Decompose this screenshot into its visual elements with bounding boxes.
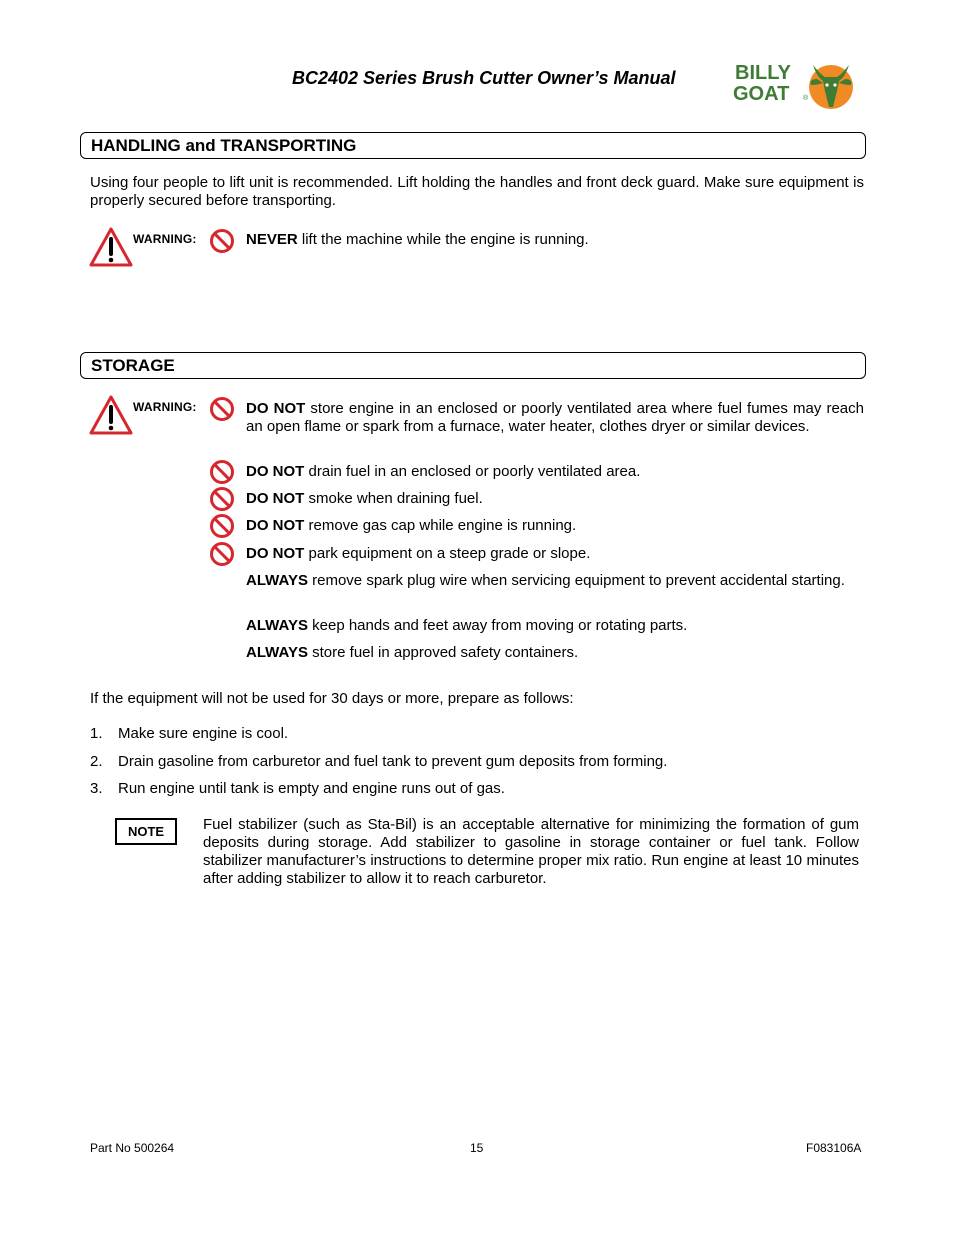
list-item: Drain gasoline from carburetor and fuel tank to prevent gum deposits from forming. bbox=[118, 753, 668, 770]
warning-lead: NEVER bbox=[246, 231, 298, 248]
list-item-number: 3. bbox=[90, 780, 103, 797]
always-lead: ALWAYS bbox=[246, 644, 308, 661]
prohibition-icon bbox=[209, 228, 235, 254]
prohibition-icon bbox=[209, 486, 235, 512]
storage-warning-item bbox=[246, 400, 864, 436]
warning-text: store engine in an enclosed or poorly ventilated area where fuel fumes may reach an open flame or spark from a furnace, water heater, clothes dryer or similar devices. bbox=[246, 400, 864, 435]
always-lead: ALWAYS bbox=[246, 617, 308, 634]
storage-always-item bbox=[246, 572, 864, 590]
storage-warning-item bbox=[246, 517, 864, 535]
storage-warning-item bbox=[246, 490, 864, 508]
section-heading-text: HANDLING and TRANSPORTING bbox=[91, 136, 357, 155]
prohibition-icon bbox=[209, 513, 235, 539]
warning-text: drain fuel in an enclosed or poorly ventilated area. bbox=[304, 463, 641, 480]
prohibition-icon bbox=[209, 459, 235, 485]
section-heading-text: STORAGE bbox=[91, 356, 175, 375]
warning-lead: DO NOT bbox=[246, 463, 305, 480]
list-item: Make sure engine is cool. bbox=[118, 725, 289, 742]
footer-part-number: Part No 500264 bbox=[90, 1141, 175, 1155]
warning-label: WARNING: bbox=[133, 232, 197, 246]
warning-label: WARNING: bbox=[133, 400, 197, 414]
warning-lead: DO NOT bbox=[246, 400, 306, 417]
billy-goat-logo bbox=[733, 57, 857, 113]
list-item-number: 1. bbox=[90, 725, 103, 742]
warning-text: smoke when draining fuel. bbox=[304, 490, 483, 507]
handling-warning-item bbox=[246, 231, 864, 249]
prohibition-icon bbox=[209, 396, 235, 422]
section-heading-storage bbox=[80, 352, 866, 379]
prohibition-icon bbox=[209, 541, 235, 567]
note-text: Fuel stabilizer (such as Sta-Bil) is an acceptable alternative for minimizing the formation of gum deposits during storage. Add stabilizer to gasoline in storage container or fuel tank. Follow stabilizer manufacturer’s instructions to determine proper mix ratio. Run engine at least 10 minutes after adding stabilizer to allow it to reach carburetor. bbox=[203, 816, 859, 887]
footer-form-number: F083106A bbox=[806, 1141, 862, 1155]
goat-head-icon bbox=[733, 57, 857, 113]
storage-warning-item bbox=[246, 463, 864, 481]
note-label: NOTE bbox=[115, 818, 177, 845]
logo-registered-mark: ® bbox=[803, 95, 809, 102]
list-item-number: 2. bbox=[90, 753, 103, 770]
handling-intro: Using four people to lift unit is recommended. Lift holding the handles and front deck guard. Make sure equipment is properly secured before transporting. bbox=[90, 174, 864, 209]
always-text: remove spark plug wire when servicing equipment to prevent accidental starting. bbox=[307, 572, 845, 589]
always-text: keep hands and feet away from moving or rotating parts. bbox=[307, 617, 688, 634]
warning-text: remove gas cap while engine is running. bbox=[304, 517, 577, 534]
storage-always-item bbox=[246, 644, 864, 662]
storage-warning-item bbox=[246, 545, 864, 563]
list-item: Run engine until tank is empty and engine runs out of gas. bbox=[118, 780, 505, 797]
warning-text: park equipment on a steep grade or slope. bbox=[304, 545, 591, 562]
warning-lead: DO NOT bbox=[246, 545, 305, 562]
warning-triangle-icon bbox=[88, 226, 134, 268]
always-lead: ALWAYS bbox=[246, 572, 308, 589]
warning-lead: DO NOT bbox=[246, 490, 305, 507]
section-heading-handling bbox=[80, 132, 866, 159]
storage-always-item bbox=[246, 617, 864, 635]
manual-title: BC2402 Series Brush Cutter Owner’s Manual bbox=[292, 68, 676, 88]
footer-page-number: 15 bbox=[470, 1141, 484, 1155]
warning-triangle-icon bbox=[88, 394, 134, 436]
logo-text-line2: GOAT bbox=[733, 83, 790, 105]
warning-text: lift the machine while the engine is running. bbox=[297, 231, 589, 248]
warning-lead: DO NOT bbox=[246, 517, 305, 534]
logo-text-line1: BILLY bbox=[735, 62, 791, 84]
always-text: store fuel in approved safety containers. bbox=[307, 644, 579, 661]
storage-prep-intro: If the equipment will not be used for 30 days or more, prepare as follows: bbox=[90, 690, 574, 707]
